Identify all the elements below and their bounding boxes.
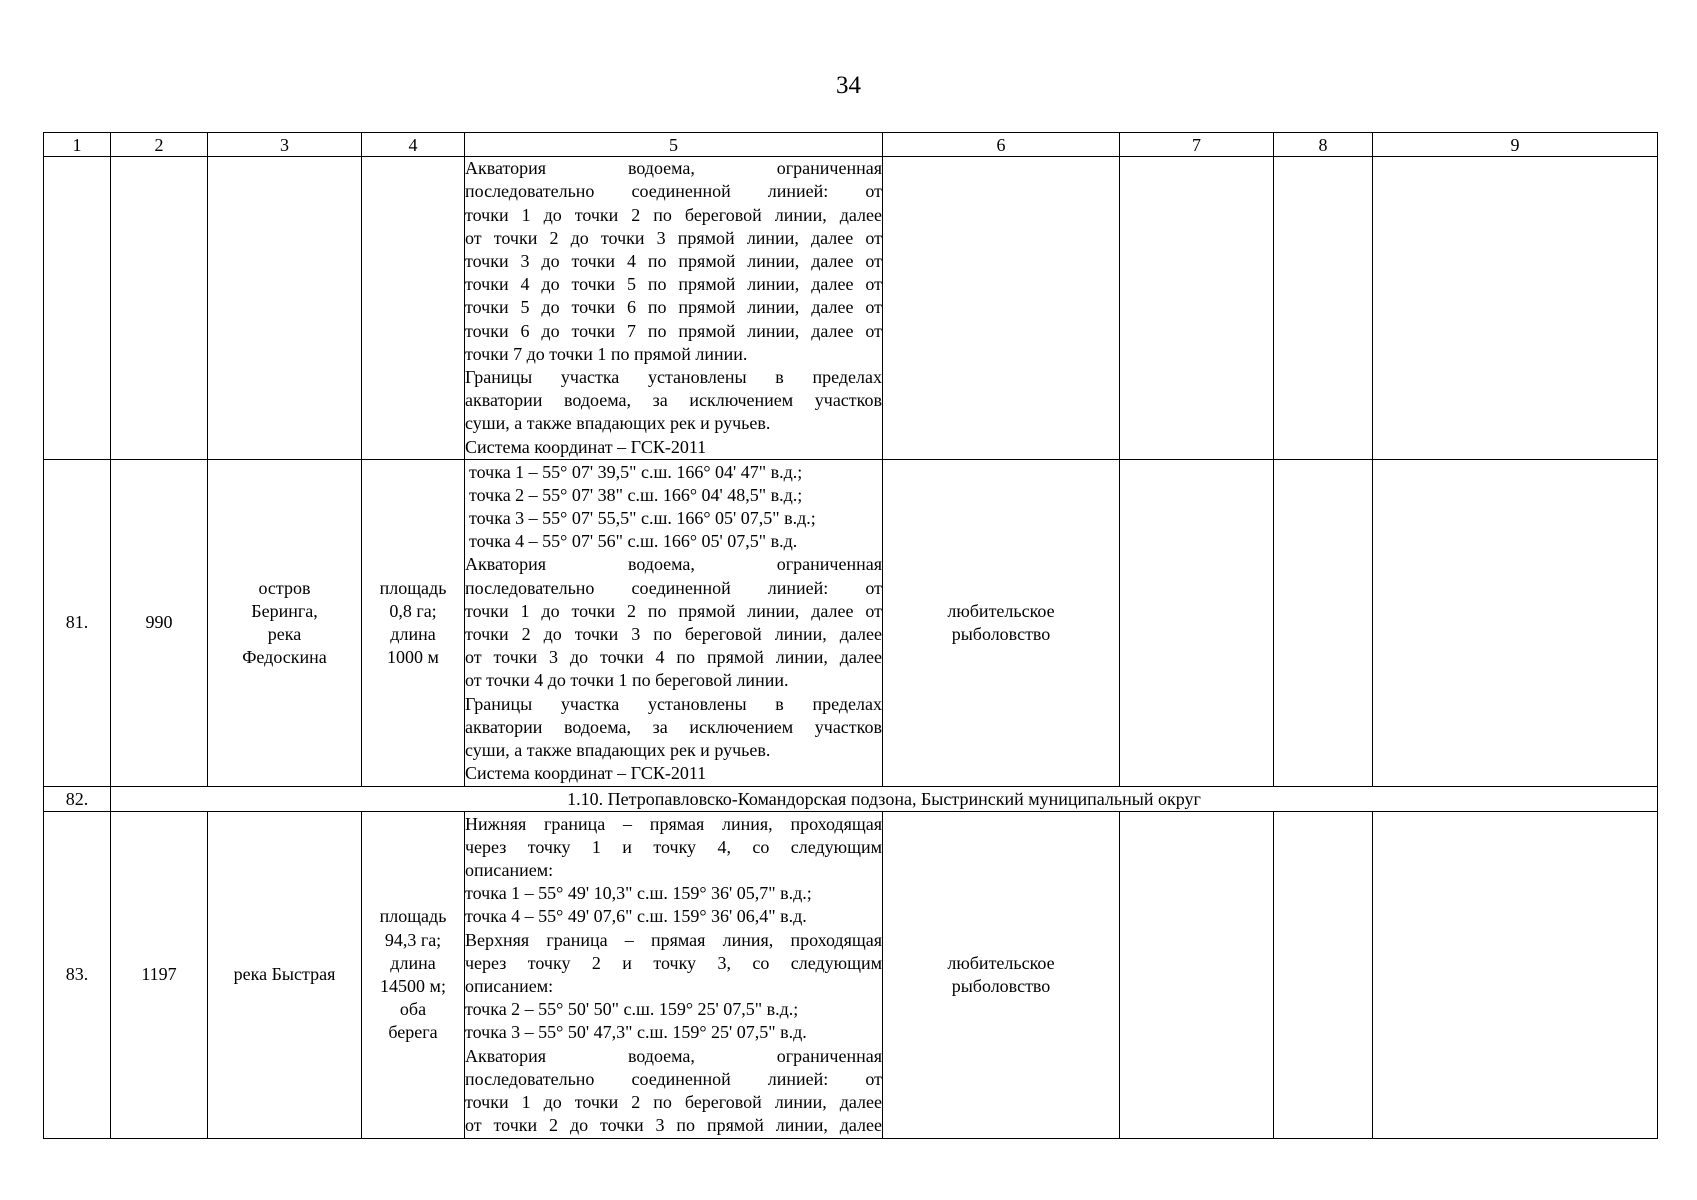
description-line: через точку 2 и точку 3, со следующим xyxy=(465,952,882,973)
description-line: от точки 4 до точки 1 по береговой линии. xyxy=(465,670,789,691)
description-line: Акватория водоема, ограниченная xyxy=(465,554,882,575)
size-line: 0,8 га; xyxy=(389,600,437,621)
description-line: точка 3 – 55° 50' 47,3" с.ш. 159° 25' 07,5" в.д. xyxy=(465,1022,807,1043)
description-line: акватории водоема, за исключением участков xyxy=(465,716,882,737)
description-line: от точки 2 до точки 3 прямой линии, далее от xyxy=(465,227,882,248)
col8-cell xyxy=(1274,157,1373,460)
description-line: точки 4 до точки 5 по прямой линии, далее от xyxy=(465,274,882,295)
size-line: длина xyxy=(390,624,436,644)
size-line: площадь xyxy=(379,906,447,927)
col8-cell xyxy=(1274,460,1373,787)
data-table xyxy=(43,132,1658,1139)
purpose-cell xyxy=(883,812,1120,1139)
header-cell: 9 xyxy=(1373,133,1658,157)
size-line: площадь xyxy=(379,577,447,598)
num-cell: 81. xyxy=(44,460,111,787)
section-title: 1.10. Петропавловско-Командорская подзона, Быстринский муниципальный округ xyxy=(111,787,1658,812)
description-cell xyxy=(465,157,883,460)
description-line: точки 6 до точки 7 по прямой линии, далее от xyxy=(465,320,882,341)
description-line: точка 1 – 55° 49' 10,3" с.ш. 159° 36' 05,7" в.д.; xyxy=(465,883,812,904)
purpose-cell xyxy=(883,460,1120,787)
description-line: Акватория водоема, ограниченная xyxy=(465,1045,882,1066)
col8-cell xyxy=(1274,812,1373,1139)
description-line: Верхняя граница – прямая линия, проходящая xyxy=(465,929,882,950)
description-line: точки 1 до точки 2 по береговой линии, далее xyxy=(465,1092,882,1113)
col9-cell xyxy=(1373,157,1658,460)
description-line: точка 2 – 55° 07' 38" с.ш. 166° 04' 48,5" в.д.; xyxy=(469,484,803,505)
description-cell xyxy=(465,812,883,1139)
description-line: точки 2 до точки 3 по береговой линии, далее xyxy=(465,624,882,644)
description-line: последовательно соединенной линией: от xyxy=(465,181,882,202)
code-cell xyxy=(111,157,208,460)
header-cell: 7 xyxy=(1120,133,1274,157)
header-cell: 3 xyxy=(208,133,362,157)
description-line: Система координат – ГСК-2011 xyxy=(465,763,707,784)
size-cell xyxy=(362,460,465,787)
code-cell: 1197 xyxy=(111,812,208,1139)
description-line: Акватория водоема, ограниченная xyxy=(465,158,882,179)
location-line: Беринга, xyxy=(251,600,318,621)
description-line: точки 5 до точки 6 по прямой линии, далее от xyxy=(465,297,882,318)
location-line: река Быстрая xyxy=(233,964,336,985)
table-row-83 xyxy=(44,812,1658,1139)
header-cell: 2 xyxy=(111,133,208,157)
header-cell: 8 xyxy=(1274,133,1373,157)
description-line: точка 3 – 55° 07' 55,5" с.ш. 166° 05' 07,5" в.д.; xyxy=(469,507,816,528)
num-cell: 83. xyxy=(44,812,111,1139)
location-line: река xyxy=(267,624,302,644)
description-line: от точки 2 до точки 3 по прямой линии, далее xyxy=(465,1115,882,1136)
num-cell: 82. xyxy=(44,787,111,812)
purpose-cell xyxy=(883,157,1120,460)
description-line: точка 2 – 55° 50' 50" с.ш. 159° 25' 07,5" в.д.; xyxy=(465,999,799,1020)
description-line: описанием: xyxy=(465,976,554,996)
purpose-line: рыболовство xyxy=(951,624,1051,644)
location-cell xyxy=(208,812,362,1139)
description-line: последовательно соединенной линией: от xyxy=(465,1068,882,1089)
size-cell xyxy=(362,812,465,1139)
header-cell: 4 xyxy=(362,133,465,157)
col7-cell xyxy=(1120,460,1274,787)
description-line: последовательно соединенной линией: от xyxy=(465,577,882,598)
page-number: 34 xyxy=(836,72,861,99)
description-cell xyxy=(465,460,883,787)
description-line: точка 4 – 55° 07' 56" с.ш. 166° 05' 07,5" в.д. xyxy=(469,531,798,552)
description-line: от точки 3 до точки 4 по прямой линии, далее xyxy=(465,647,882,668)
description-line: точка 1 – 55° 07' 39,5" с.ш. 166° 04' 47" в.д.; xyxy=(469,461,803,482)
size-line: оба xyxy=(399,999,427,1020)
description-line: точки 7 до точки 1 по прямой линии. xyxy=(465,343,748,364)
description-line: акватории водоема, за исключением участков xyxy=(465,390,882,411)
size-line: 1000 м xyxy=(387,647,439,668)
table-row-81 xyxy=(44,460,1658,787)
size-cell xyxy=(362,157,465,460)
col9-cell xyxy=(1373,460,1658,787)
location-cell xyxy=(208,157,362,460)
header-row xyxy=(44,133,1658,157)
size-line: берега xyxy=(388,1022,438,1043)
col7-cell xyxy=(1120,157,1274,460)
description-line: через точку 1 и точку 4, со следующим xyxy=(465,836,882,857)
description-line: Система координат – ГСК-2011 xyxy=(465,436,707,457)
size-line: длина xyxy=(390,952,436,973)
description-line: описанием: xyxy=(465,859,554,880)
description-line: суши, а также впадающих рек и ручьев. xyxy=(465,413,771,434)
code-cell: 990 xyxy=(111,460,208,787)
table-row-82 xyxy=(44,787,1658,812)
description-line: Нижняя граница – прямая линия, проходящая xyxy=(465,813,882,834)
description-line: Границы участка установлены в пределах xyxy=(465,693,882,714)
purpose-line: любительское xyxy=(947,600,1055,621)
location-cell xyxy=(208,460,362,787)
description-line: точка 4 – 55° 49' 07,6" с.ш. 159° 36' 06,4" в.д. xyxy=(465,906,807,927)
size-line: 94,3 га; xyxy=(384,929,442,950)
description-line: суши, а также впадающих рек и ручьев. xyxy=(465,740,771,761)
header-cell: 1 xyxy=(44,133,111,157)
table-row-continued xyxy=(44,157,1658,460)
location-line: остров xyxy=(258,577,311,598)
purpose-line: рыболовство xyxy=(951,976,1051,996)
num-cell xyxy=(44,157,111,460)
col7-cell xyxy=(1120,812,1274,1139)
header-cell: 6 xyxy=(883,133,1120,157)
purpose-line: любительское xyxy=(947,952,1055,973)
size-line: 14500 м; xyxy=(380,976,446,996)
description-line: точки 1 до точки 2 по береговой линии, далее xyxy=(465,204,882,225)
header-cell: 5 xyxy=(465,133,883,157)
description-line: Границы участка установлены в пределах xyxy=(465,367,882,387)
location-line: Федоскина xyxy=(242,647,327,668)
description-line: точки 3 до точки 4 по прямой линии, далее от xyxy=(465,250,882,271)
col9-cell xyxy=(1373,812,1658,1139)
description-line: точки 1 до точки 2 по прямой линии, далее от xyxy=(465,600,882,621)
